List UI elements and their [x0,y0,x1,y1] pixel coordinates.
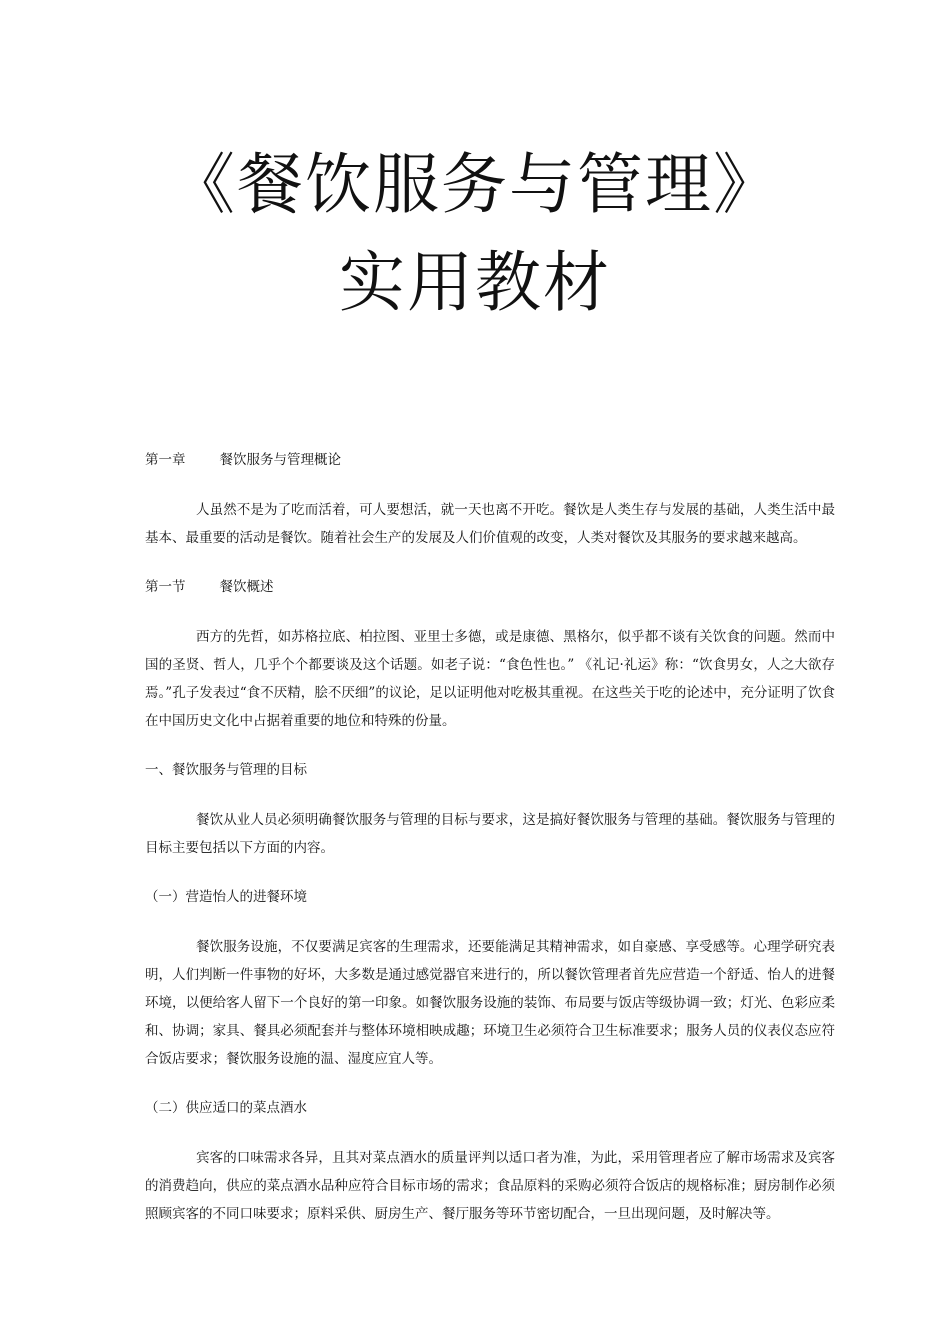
document-title-line1: 《餐饮服务与管理》 [169,146,781,223]
goals-body-paragraph: 餐饮从业人员必须明确餐饮服务与管理的目标与要求，这是搞好餐饮服务与管理的基础。餐饮服务与管理的目标主要包括以下方面的内容。 [145,812,835,856]
chapter-intro-paragraph: 人虽然不是为了吃而活着，可人要想活，就一天也离不开吃。餐饮是人类生存与发展的基础，人类生活中最基本、最重要的活动是餐饮。随着社会生产的发展及人们价值观的改变，人类对餐饮及其服务的要求越来越高。 [145,502,835,546]
chapter-name: 餐饮服务与管理概论 [219,452,341,468]
sub1-body-paragraph: 餐饮服务设施，不仅要满足宾客的生理需求，还要能满足其精神需求，如自豪感、享受感等。心理学研究表明，人们判断一件事物的好坏，大多数是通过感觉器官来进行的，所以餐饮管理者首先应营造一个舒适、怡人的进餐环境，以便给客人留下一个良好的第一印象。如餐饮服务设施的装饰、布局要与饭店等级协调一致；灯光、色彩应柔和、协调；家具、餐具必须配套并与整体环境相映成趣；环境卫生必须符合卫生标准要求；服务人员的仪表仪态应符合饭店要求；餐饮服务设施的温、湿度应宜人等。 [145,939,835,1067]
section-heading [145,573,835,601]
section-name: 餐饮概述 [219,579,274,595]
section-body-paragraph: 西方的先哲，如苏格拉底、柏拉图、亚里士多德，或是康德、黑格尔，似乎都不谈有关饮食的问题。然而中国的圣贤、哲人，几乎个个都要谈及这个话题。如老子说：“食色性也。” 《礼记·礼运》称：“饮食男女，人之大欲存焉。”孔子发表过“食不厌精，脍不厌细”的议论，足以证明他对吃极其重视。在这些关于吃的论述中，充分证明了饮食在中国历史文化中占据着重要的地位和特殊的份量。 [145,629,835,729]
sub2-body-paragraph: 宾客的口味需求各异，且其对菜点酒水的质量评判以适口者为准，为此，采用管理者应了解市场需求及宾客的消费趋向，供应的菜点酒水品种应符合目标市场的需求；食品原料的采购必须符合饭店的规格标准；厨房制作必须照顾宾客的不同口味要求；原料采供、厨房生产、餐厅服务等环节密切配合，一旦出现问题，及时解决等。 [145,1150,835,1222]
chapter-heading [145,446,835,474]
document-title-line2: 实用教材 [339,244,611,321]
document-body [145,446,835,1228]
goals-heading: 一、餐饮服务与管理的目标 [145,762,307,778]
sub2-heading: （二）供应适口的菜点酒水 [145,1100,307,1116]
section-number: 第一节 [145,579,186,595]
chapter-number: 第一章 [145,452,186,468]
sub1-heading: （一）营造怡人的进餐环境 [145,889,307,905]
